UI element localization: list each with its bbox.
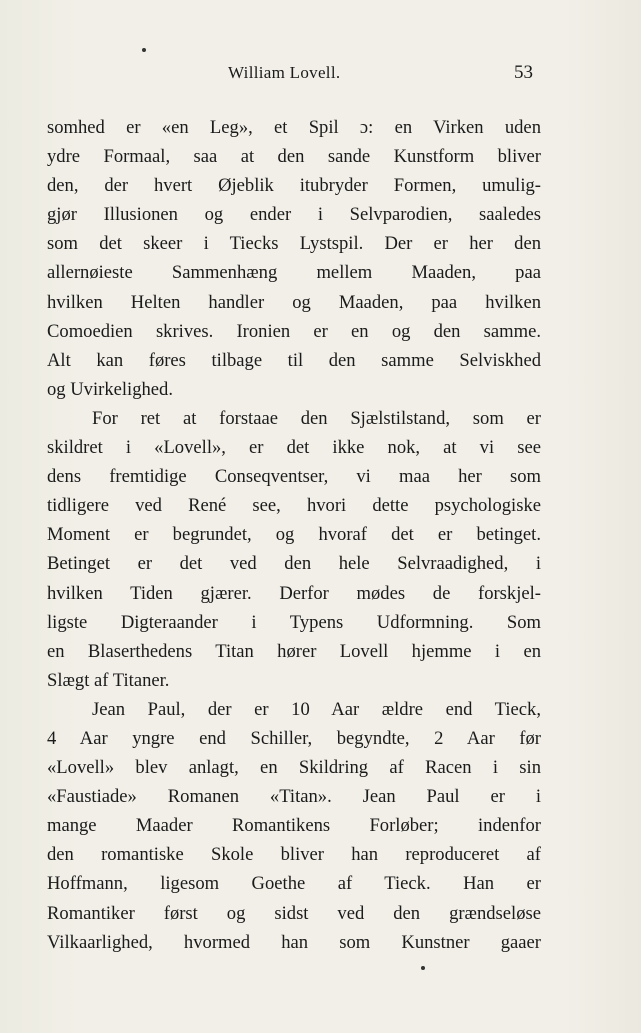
page-number: 53 (514, 62, 533, 83)
text-line: Alt kan føres tilbage til den samme Selviskhed (47, 349, 541, 371)
text-line: Jean Paul, der er 10 Aar ældre end Tieck, (92, 698, 541, 720)
page-mark-top (142, 48, 146, 52)
text-line: Betinget er det ved den hele Selvraadighed, i (47, 553, 541, 575)
text-line: Comoedien skrives. Ironien er en og den samme. (47, 320, 541, 342)
page-mark-bottom (421, 966, 425, 970)
running-title: William Lovell. (228, 63, 341, 82)
text-line: skildret i «Lovell», er det ikke nok, at vi see (47, 437, 541, 459)
text-line: somhed er «en Leg», et Spil ɔ: en Virken uden (47, 117, 541, 138)
body-text (47, 113, 541, 957)
text-line: den, der hvert Øjeblik itubryder Formen, umulig- (47, 175, 541, 197)
text-line: hvilken Tiden gjærer. Derfor mødes de forskjel- (47, 582, 541, 604)
text-line: 4 Aar yngre end Schiller, begyndte, 2 Aar før (47, 727, 541, 749)
text-line: Vilkaarlighed, hvormed han som Kunstner gaaer (47, 931, 541, 953)
text-line: For ret at forstaae den Sjælstilstand, som er (92, 407, 541, 429)
text-line: ligste Digteraander i Typens Udformning. Som (47, 611, 541, 633)
text-line: en Blaserthedens Titan hører Lovell hjemme i en (47, 640, 541, 662)
text-line: Moment er begrundet, og hvoraf det er betinget. (47, 524, 541, 546)
text-line: hvilken Helten handler og Maaden, paa hvilken (47, 291, 541, 313)
text-line: Romantiker først og sidst ved den grændseløse (47, 902, 541, 924)
text-line: gjør Illusionen og ender i Selvparodien, saaledes (47, 204, 541, 226)
text-line: den romantiske Skole bliver han reproduceret af (47, 844, 541, 866)
text-line: allernøieste Sammenhæng mellem Maaden, paa (47, 262, 541, 284)
text-line: og Uvirkelighed. (47, 378, 173, 400)
text-line: som det skeer i Tiecks Lystspil. Der er her den (47, 233, 541, 255)
text-line: mange Maader Romantikens Forløber; indenfor (47, 815, 541, 837)
text-line: Slægt af Titaner. (47, 669, 170, 691)
text-line: «Lovell» blev anlagt, en Skildring af Racen i sin (47, 757, 541, 779)
text-line: ydre Formaal, saa at den sande Kunstform bliver (47, 146, 541, 168)
text-line: «Faustiade» Romanen «Titan». Jean Paul er i (47, 786, 541, 808)
text-line: Hoffmann, ligesom Goethe af Tieck. Han er (47, 873, 541, 895)
text-line: dens fremtidige Conseqventser, vi maa her som (47, 466, 541, 488)
text-line: tidligere ved René see, hvori dette psychologiske (47, 495, 541, 517)
page-header (0, 63, 641, 87)
